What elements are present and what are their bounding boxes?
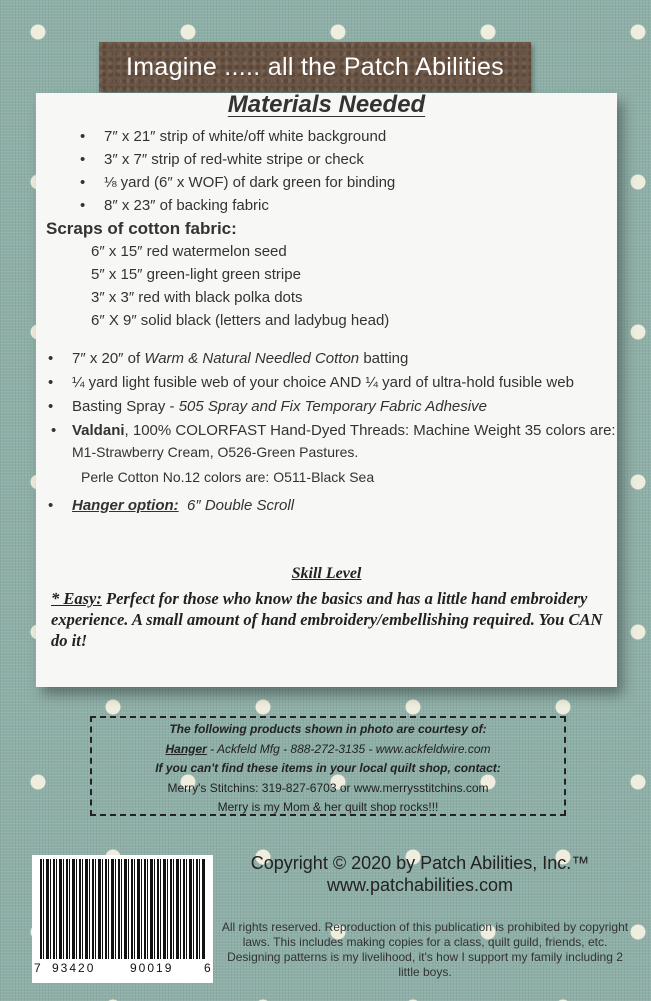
barcode (32, 855, 213, 983)
thread-line2: M1-Strawberry Cream, O526-Green Pastures. (72, 444, 359, 460)
barcode-digit: 6 (204, 961, 211, 975)
fusible-item: • ¼ yard light fusible web of your choice AND ¼ yard of ultra-hold fusible web (72, 374, 574, 391)
courtesy-line: The following products shown in photo are courtesy of: (169, 722, 487, 736)
copyright-line: Copyright © 2020 by Patch Abilities, Inc.™ (250, 853, 590, 873)
title-banner (99, 42, 531, 92)
skill-description (51, 588, 611, 651)
courtesy-line: Merry is my Mom & her quilt shop rocks!!! (217, 800, 439, 814)
material-item: • 8″ x 23″ of backing fabric (104, 197, 269, 214)
courtesy-line: Merry's Stitchins: 319-827-6703 or www.merrysstitchins.com (167, 780, 489, 795)
rights-notice: All rights reserved. Reproduction of this publication is prohibited by copyright laws. This includes making copies for a class, quilt guild, friends, etc. Designing patterns is my livelihood, it's how I support my family including 2 little boys. (221, 920, 629, 979)
perle-cotton: Perle Cotton No.12 colors are: O511-Black Sea (81, 469, 375, 485)
scrap-item: 6″ x 15″ red watermelon seed (91, 243, 287, 260)
courtesy-hanger-label: Hanger (165, 741, 207, 756)
barcode-digit: 93420 (52, 961, 96, 975)
courtesy-hanger (92, 740, 564, 760)
materials-title: Materials Needed (227, 91, 426, 118)
material-item: • 7″ x 21″ strip of white/off white background (104, 128, 386, 145)
batting-prefix: 7″ x 20″ of (72, 350, 145, 367)
hanger-value: 6″ Double Scroll (187, 497, 295, 514)
materials-panel (36, 93, 617, 687)
banner-title: Imagine ..... all the Patch Abilities (126, 53, 504, 81)
scraps-heading: Scraps of cotton fabric: (46, 219, 237, 238)
website-link: www.patchabilities.com (326, 875, 514, 895)
batting-item (72, 350, 408, 367)
thread-text: , 100% COLORFAST Hand-Dyed Threads: Machine Weight 35 colors are: (124, 422, 616, 439)
scrap-item: 6″ X 9″ solid black (letters and ladybug head) (91, 312, 390, 329)
material-item: • ⅛ yard (6″ x WOF) of dark green for binding (104, 174, 395, 191)
batting-brand: Warm & Natural Needled Cotton (144, 350, 360, 367)
thread-item (72, 422, 616, 439)
courtesy-line: If you can't find these items in your local quilt shop, contact: (155, 761, 501, 775)
basting-product: 505 Spray and Fix Temporary Fabric Adhesive (178, 398, 487, 415)
scrap-item: 5″ x 15″ green-light green stripe (91, 266, 301, 283)
barcode-digit: 7 (34, 961, 41, 975)
thread-brand: Valdani (72, 422, 125, 439)
skill-level-value: * Easy: (51, 589, 102, 608)
scrap-item: 3″ x 3″ red with black polka dots (91, 289, 303, 306)
skill-text: Perfect for those who know the basics and has a little hand embroidery experience. A small amount of hand embroidery/embellishing required. You CAN do it! (51, 589, 603, 650)
hanger-label: Hanger option: (72, 497, 179, 514)
basting-prefix: Basting Spray - (72, 398, 179, 415)
basting-item (72, 398, 487, 415)
barcode-bars (40, 859, 205, 959)
skill-level-title: Skill Level (291, 565, 362, 582)
batting-suffix: batting (359, 350, 409, 367)
copyright-block (220, 852, 620, 896)
hanger-option (72, 497, 294, 514)
material-item: • 3″ x 7″ strip of red-white stripe or check (104, 151, 364, 168)
barcode-digit: 90019 (130, 961, 174, 975)
courtesy-hanger-text: - Ackfeld Mfg - 888-272-3135 - www.ackfeldwire.com (206, 741, 491, 756)
courtesy-box (90, 716, 566, 816)
